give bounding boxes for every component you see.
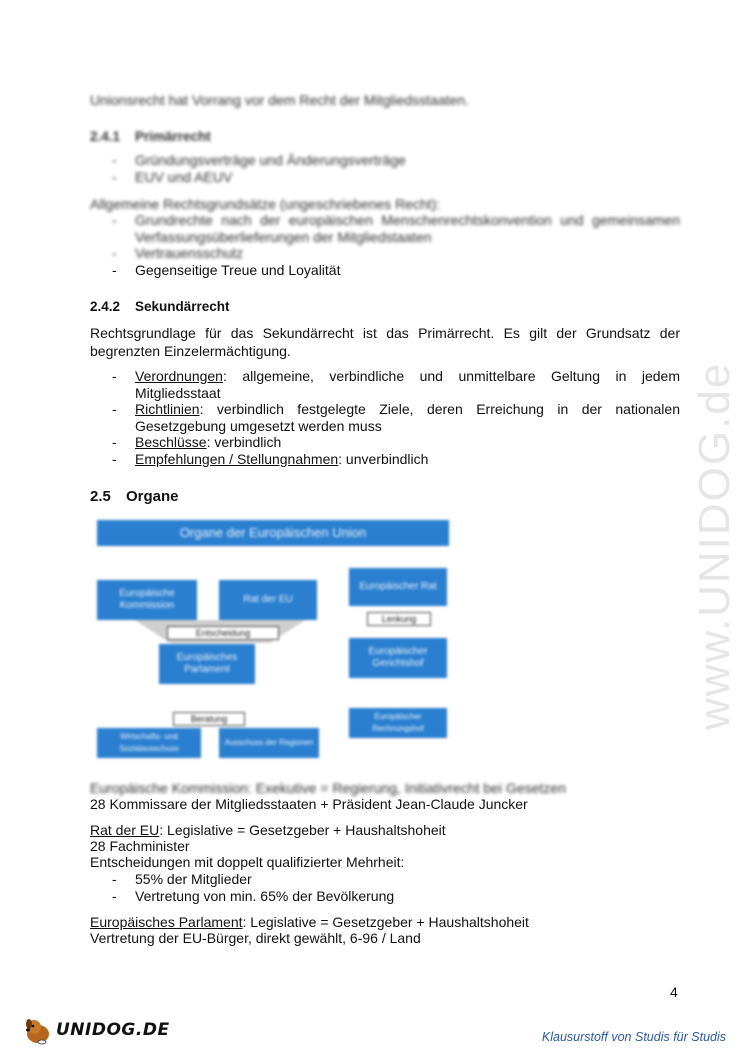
sekundaerrecht-list <box>90 368 680 467</box>
list-item: - 55% der Mitglieder <box>90 871 680 888</box>
dog-icon <box>22 1014 54 1046</box>
parlament-line1: Europäisches Parlament: Legislative = Gesetzgeber + Haushaltshoheit <box>90 914 529 930</box>
list-item: - Gegenseitige Treue und Loyalität <box>90 262 680 279</box>
heading-title: Primärrecht <box>135 129 211 144</box>
box-europaeischer-rat: Europäischer Rat <box>349 568 447 606</box>
kommission-line2: 28 Kommissare der Mitgliedsstaaten + Präsident Jean-Claude Juncker <box>90 796 528 812</box>
list-item: - Gründungsverträge und Änderungsverträge <box>90 152 680 169</box>
rat-line2: 28 Fachminister <box>90 838 190 854</box>
organe-diagram <box>95 518 455 768</box>
list-item: - Empfehlungen / Stellungnahmen: unverbindlich <box>90 451 680 468</box>
label-lenkung: Lenkung <box>367 612 431 626</box>
primaerrecht-list <box>90 152 680 185</box>
label-beratung: Beratung <box>173 712 245 726</box>
heading-title: Organe <box>126 488 179 505</box>
box-wirtschaftsausschuss: Wirtschafts- und Sozialausschuss <box>97 728 201 758</box>
heading-number: 2.4.2 <box>90 299 121 314</box>
box-parlament: Europäisches Parlament <box>159 644 255 684</box>
heading-number: 2.4.1 <box>90 129 121 144</box>
heading-number: 2.5 <box>90 488 111 505</box>
heading-2-5 <box>90 488 680 505</box>
rat-line3: Entscheidungen mit doppelt qualifizierter Mehrheit: <box>90 854 405 870</box>
intro-text: Unionsrecht hat Vorrang vor dem Recht der Mitgliedsstaaten. <box>90 92 469 108</box>
term: Beschlüsse <box>135 434 207 450</box>
logo-text: UNIDOG.DE <box>56 1020 170 1040</box>
heading-2-4-2 <box>90 298 680 315</box>
parlament-line2: Vertretung der EU-Bürger, direkt gewählt, 6-96 / Land <box>90 930 421 946</box>
list-item: - Beschlüsse: verbindlich <box>90 434 680 451</box>
sekundaerrecht-paragraph: Rechtsgrundlage für das Sekundärrecht ist das Primärrecht. Es gilt der Grundsatz der begrenzten Einzelermächtigung. <box>90 325 680 359</box>
diagram-title: Organe der Europäischen Union <box>97 520 449 546</box>
list-item: - EUV und AEUV <box>90 169 680 186</box>
term: Verordnungen <box>135 368 223 384</box>
general-principles-list <box>90 212 680 278</box>
page-number: 4 <box>670 984 678 1000</box>
watermark: www.UNIDOG.de <box>690 361 739 730</box>
term: Empfehlungen / Stellungnahmen <box>135 450 339 467</box>
list-item: - Grundrechte nach der europäischen Menschenrechtskonvention und gemeinsamen Verfassungsüberlieferungen der Mitgliedstaaten <box>90 212 680 245</box>
kommission-line1: Europäische Kommission: Exekutive = Regierung, Initiativrecht bei Gesetzen <box>90 780 566 796</box>
list-item: - Richtlinien: verbindlich festgelegte Ziele, deren Erreichung in der nationalen Gesetzgebung umgesetzt werden muss <box>90 401 680 434</box>
term: Rat der EU <box>90 822 160 838</box>
heading-2-4-1 <box>90 128 680 145</box>
box-kommission: Europäische Kommission <box>97 580 197 620</box>
rat-line1: Rat der EU: Legislative = Gesetzgeber + Haushaltshoheit <box>90 822 446 838</box>
general-principles-label: Allgemeine Rechtsgrundsätze (ungeschriebenes Recht): <box>90 196 441 212</box>
heading-title: Sekundärrecht <box>135 299 230 314</box>
mehrheit-list <box>90 871 680 904</box>
term: Richtlinien <box>135 401 200 417</box>
box-gerichtshof: Europäischer Gerichtshof <box>349 638 447 678</box>
list-item: - Vertretung von min. 65% der Bevölkerung <box>90 888 680 905</box>
unidog-logo <box>22 1014 170 1046</box>
term: Europäisches Parlament <box>90 914 243 930</box>
box-rechnungshof: Europäischer Rechnungshof <box>349 708 447 738</box>
box-rat-der-eu: Rat der EU <box>219 580 317 620</box>
label-entscheidung: Entscheidung <box>167 626 279 640</box>
box-ausschuss-regionen: Ausschuss der Regionen <box>219 728 319 758</box>
list-item: - Verordnungen: allgemeine, verbindliche und unmittelbare Geltung in jedem Mitgliedsstaat <box>90 368 680 401</box>
list-item: - Vertrauensschutz <box>90 245 680 262</box>
footer-slogan: Klausurstoff von Studis für Studis <box>541 1030 726 1044</box>
